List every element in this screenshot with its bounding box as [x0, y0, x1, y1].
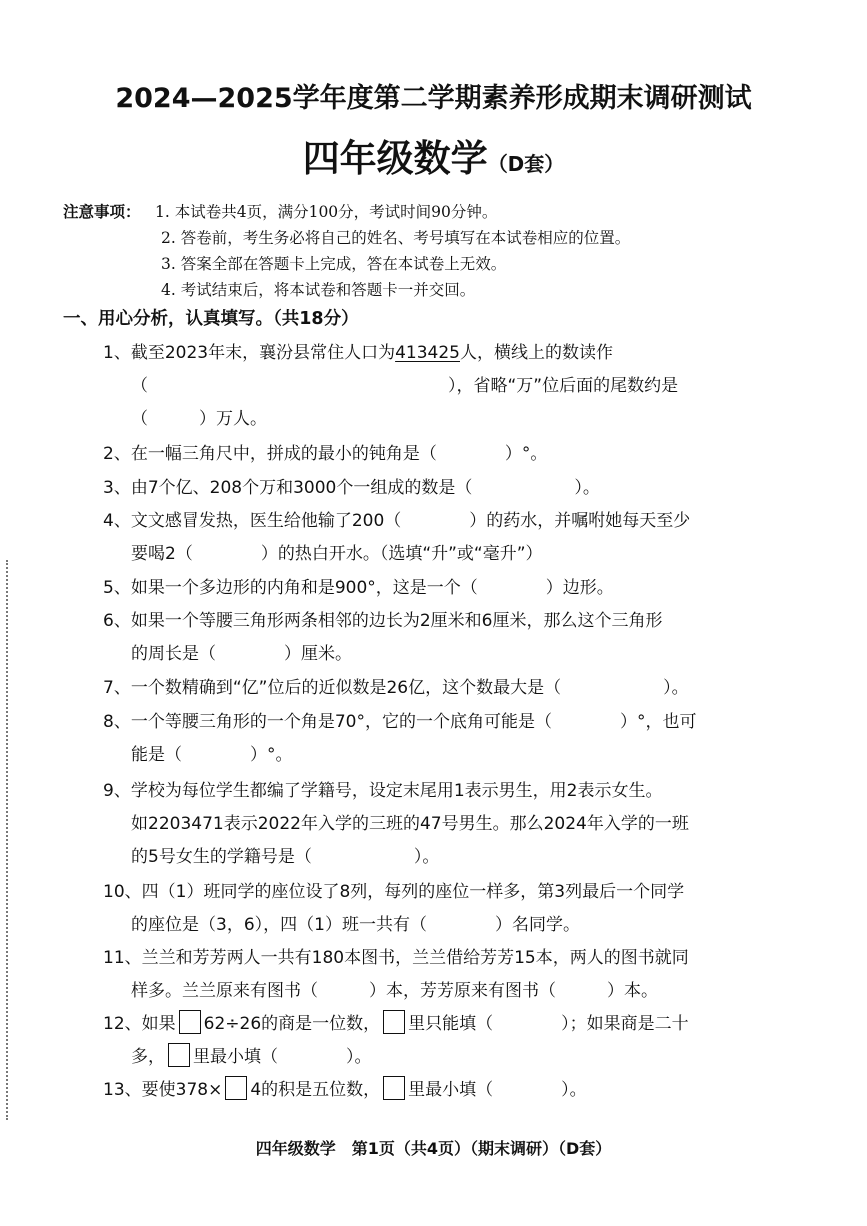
question-text: 如果一个等腰三角形两条相邻的边长为2厘米和6厘米，那么这个三角形 [130, 611, 663, 631]
question-text: 的5号女生的学籍号是（ ）。 [131, 847, 440, 867]
instruction-item: 1. 本试卷共4页，满分100分，考试时间90分钟。 [155, 203, 498, 221]
section-heading: 一、用心分析，认真填写。（共18分） [63, 309, 359, 329]
question-number: 12、 [103, 1014, 142, 1034]
question-11 [103, 942, 753, 1008]
question-number: 9、 [103, 781, 131, 801]
question-number: 13、 [103, 1080, 142, 1100]
question-9 [103, 775, 753, 874]
question-3 [103, 472, 753, 505]
question-number: 7、 [103, 678, 131, 698]
suite-label: （D套） [487, 152, 565, 176]
question-number: 8、 [103, 712, 131, 732]
question-text: 人，横线上的数读作 [460, 343, 613, 363]
subject-title: 四年级数学 [302, 137, 488, 180]
question-text: 里最小填（ ）。 [193, 1047, 372, 1067]
question-text: 样多。兰兰原来有图书（ ）本，芳芳原来有图书（ ）本。 [131, 981, 658, 1001]
question-text: 如果 [141, 1014, 176, 1034]
question-text: 截至2023年末，襄汾县常住人口为 [130, 343, 396, 363]
question-number: 1、 [103, 343, 131, 363]
instruction-item: 4. 考试结束后，将本试卷和答题卡一并交回。 [161, 281, 476, 299]
question-6 [103, 605, 753, 671]
question-text: 由7个亿、208个万和3000个一组成的数是（ ）。 [130, 478, 600, 498]
instruction-item: 3. 答案全部在答题卡上完成，答在本试卷上无效。 [161, 255, 507, 273]
blank-box [383, 1010, 405, 1034]
blank-box [225, 1076, 247, 1100]
question-text: 如2203471表示2022年入学的三班的47号男生。那么2024年入学的一班 [131, 814, 689, 834]
question-text: 在一幅三角尺中，拼成的最小的钝角是（ ）°。 [130, 444, 548, 464]
question-number: 4、 [103, 511, 131, 531]
instructions-label: 注意事项： [63, 203, 141, 221]
question-text: 文文感冒发热，医生给他输了200（ ）的药水，并嘱咐她每天至少 [130, 511, 691, 531]
question-text: 一个等腰三角形的一个角是70°，它的一个底角可能是（ ）°，也可 [130, 712, 697, 732]
blank-box [383, 1076, 405, 1100]
question-text: 62÷26的商是一位数， [203, 1014, 381, 1034]
page-footer: 四年级数学 第1页（共4页）（期末调研）（D套） [255, 1139, 612, 1158]
question-text: 一个数精确到“亿”位后的近似数是26亿，这个数最大是（ ）。 [130, 678, 689, 698]
question-text: 4的积是五位数， [250, 1080, 381, 1100]
question-1 [103, 337, 753, 436]
question-text: 能是（ ）°。 [131, 745, 293, 765]
blank-box [168, 1043, 190, 1067]
question-text: 要使378× [141, 1080, 223, 1100]
blank-box [179, 1010, 201, 1034]
question-number: 11、 [103, 948, 142, 968]
instruction-item: 2. 答卷前，考生务必将自己的姓名、考号填写在本试卷相应的位置。 [161, 229, 631, 247]
question-13 [103, 1074, 753, 1107]
question-text: 如果一个多边形的内角和是900°，这是一个（ ）边形。 [130, 578, 614, 598]
question-number: 2、 [103, 444, 131, 464]
question-text: 多， [131, 1047, 165, 1067]
question-8 [103, 706, 753, 772]
question-number: 6、 [103, 611, 131, 631]
question-text: （ ）万人。 [131, 409, 267, 429]
instructions [63, 199, 630, 303]
exam-title-line1: 2024—2025学年度第二学期素养形成期末调研测试 [115, 83, 752, 114]
question-text: ），省略“万”位后面的尾数约是 [448, 376, 679, 396]
question-number: 3、 [103, 478, 131, 498]
question-text: 里最小填（ ）。 [408, 1080, 587, 1100]
underlined-number: 413425 [395, 343, 460, 363]
question-text: 的周长是（ ）厘米。 [131, 644, 352, 664]
question-number: 10、 [103, 882, 142, 902]
question-text: 四（1）班同学的座位设了8列，每列的座位一样多，第3列最后一个同学 [141, 882, 685, 902]
question-text: 的座位是（3，6），四（1）班一共有（ ）名同学。 [131, 915, 580, 935]
question-text: 兰兰和芳芳两人一共有180本图书，兰兰借给芳芳15本，两人的图书就同 [141, 948, 689, 968]
question-12 [103, 1008, 753, 1074]
question-4 [103, 505, 753, 571]
question-text: 要喝2（ ）的热白开水。（选填“升”或“毫升”） [131, 544, 543, 564]
exam-title-main [0, 128, 867, 182]
question-10 [103, 876, 753, 942]
question-text: 学校为每位学生都编了学籍号，设定末尾用1表示男生，用2表示女生。 [130, 781, 663, 801]
question-7 [103, 672, 753, 705]
binding-dotted-line [6, 560, 8, 1120]
question-2 [103, 438, 753, 471]
question-text: 里只能填（ ）；如果商是二十 [408, 1014, 689, 1034]
question-number: 5、 [103, 578, 131, 598]
question-5 [103, 572, 753, 605]
answer-blank-open: （ [131, 376, 148, 396]
